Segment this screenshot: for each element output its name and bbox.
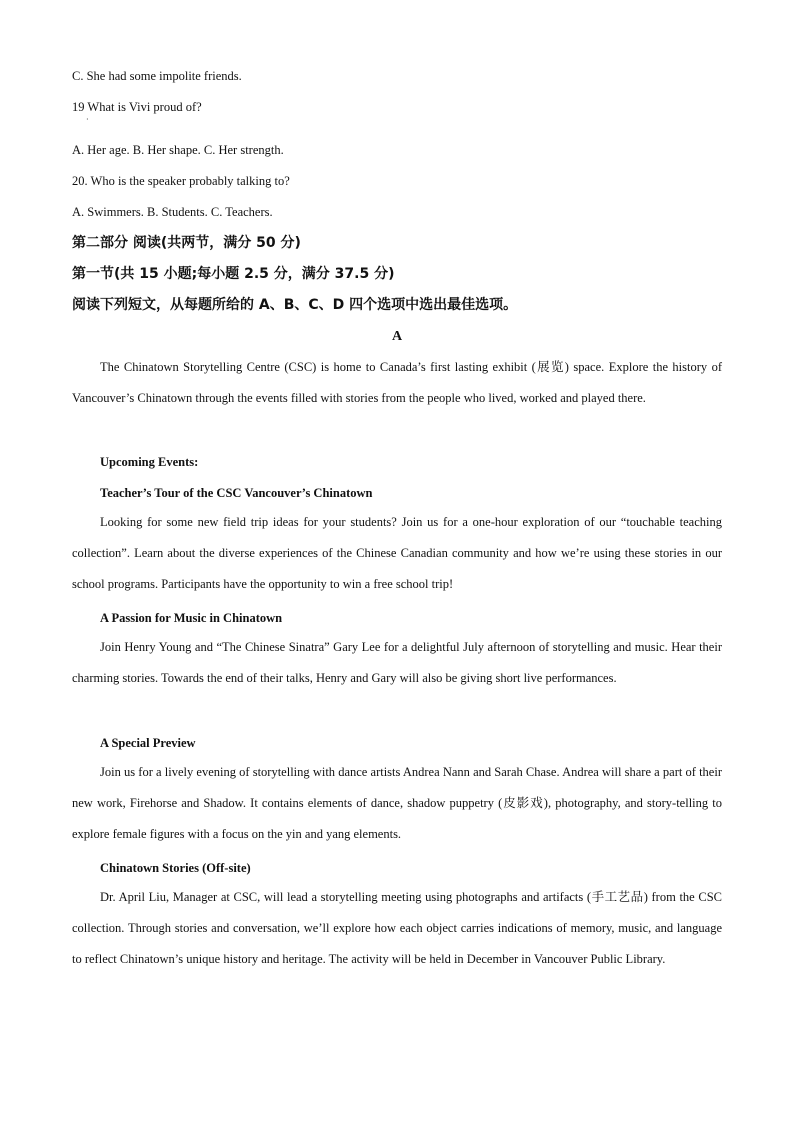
event-title-teachers-tour: Teacher’s Tour of the CSC Vancouver’s Chinatown [100, 486, 373, 500]
event-body-music: Join Henry Young and “The Chinese Sinatra” Gary Lee for a delightful July afternoon of storytelling and music. Hear their charming stories. Towards the end of their talks, Henry and Gary will also be giving short live performances. [72, 640, 722, 686]
event-title-music: A Passion for Music in Chinatown [100, 611, 283, 625]
q18-option-c: C. She had some impolite friends. [72, 69, 242, 83]
q19-stem: 19 What is Vivi proud of? [72, 100, 202, 114]
event-title-chinatown-stories: Chinatown Stories (Off-site) [100, 861, 251, 875]
event-body-special-preview: Join us for a lively evening of storytelling with dance artists Andrea Nann and Sarah Chase. Andrea will share a part of their new work, Firehorse and Shadow. It contains elements of dance, shadow puppetry (皮影戏), photography, and story-telling to explore female figures with a focus on the yin and yang elements. [72, 765, 722, 842]
section-title: 第一节(共 15 小题;每小题 2.5 分，满分 37.5 分) [72, 266, 395, 282]
upcoming-events-label: Upcoming Events: [100, 455, 199, 469]
intro-paragraph: The Chinatown Storytelling Centre (CSC) is home to Canada’s first lasting exhibit (展览) space. Explore the history of Vancouver’s Chinatown through the events filled with stories from the people who lived, worked and played there. [72, 360, 722, 406]
reading-instruction: 阅读下列短文，从每题所给的 A、B、C、D 四个选项中选出最佳选项。 [72, 297, 518, 313]
q20-options: A. Swimmers. B. Students. C. Teachers. [72, 205, 273, 219]
event-title-special-preview: A Special Preview [100, 736, 196, 750]
q20-stem: 20. Who is the speaker probably talking to? [72, 174, 290, 188]
event-body-teachers-tour: Looking for some new field trip ideas for your students? Join us for a one-hour exploration of our “touchable teaching collection”. Learn about the diverse experiences of the Chinese Canadian community and how we’re using these stories in our school programs. Participants have the opportunity to win a free school trip! [72, 515, 722, 592]
q19-options: A. Her age. B. Her shape. C. Her strength. [72, 143, 284, 157]
stray-dot-mark: · [86, 115, 89, 124]
event-body-chinatown-stories: Dr. April Liu, Manager at CSC, will lead a storytelling meeting using photographs and artifacts (手工艺品) from the CSC collection. Through stories and conversation, we’ll explore how each object carries indications of memory, music, and language to reflect Chinatown’s unique history and heritage. The activity will be held in December in Vancouver Public Library. [72, 890, 722, 967]
part-title: 第二部分 阅读(共两节，满分 50 分) [72, 235, 301, 251]
passage-letter: A [391, 329, 403, 344]
